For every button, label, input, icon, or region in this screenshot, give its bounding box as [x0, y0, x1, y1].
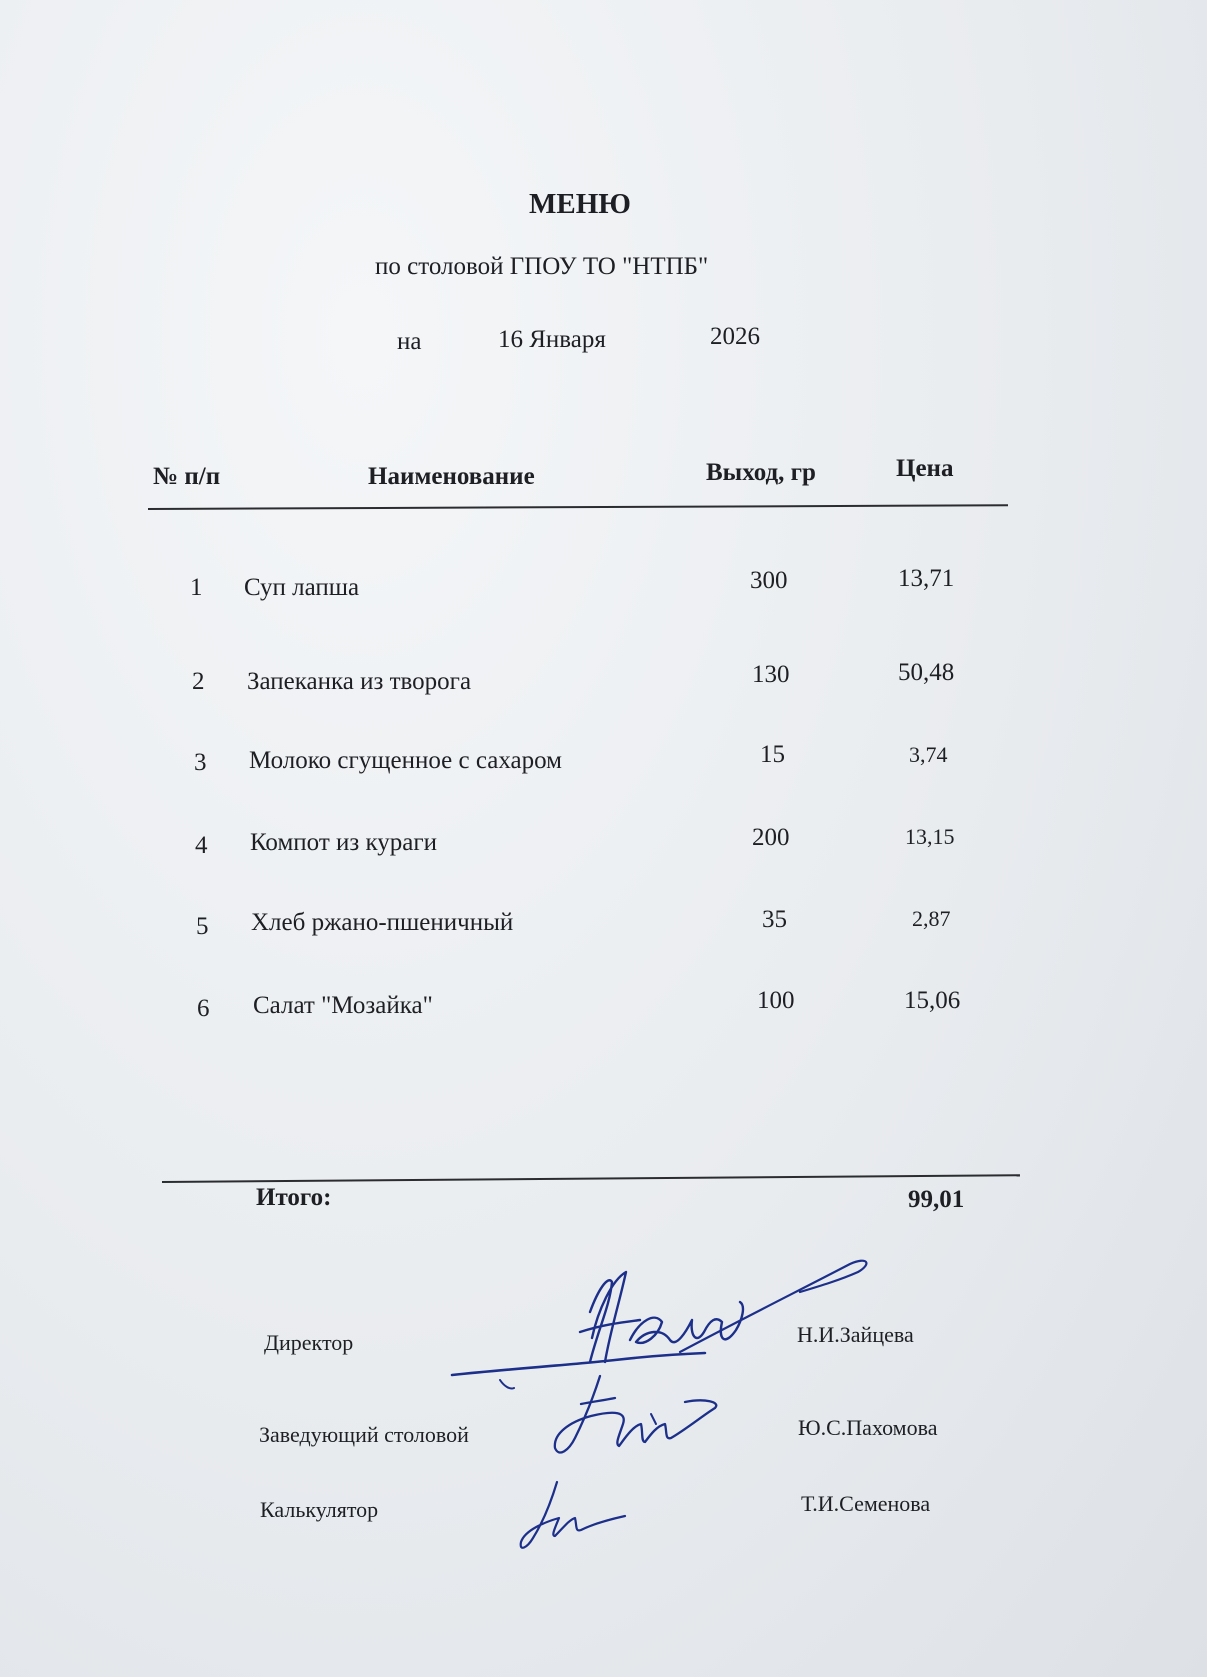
row-yield: 100: [757, 987, 795, 1014]
row-name: Компот из кураги: [250, 829, 438, 856]
row-yield: 15: [760, 741, 785, 768]
signature-role: Калькулятор: [260, 1497, 379, 1522]
canteen-head-signature-image: [545, 1368, 725, 1478]
row-price: 2,87: [912, 906, 951, 931]
signature-role: Директор: [264, 1330, 354, 1355]
row-name: Хлеб ржано-пшеничный: [251, 909, 514, 936]
signature-name: Ю.С.Пахомова: [798, 1415, 938, 1440]
header-name: Наименование: [368, 463, 535, 490]
signature-role: Заведующий столовой: [259, 1422, 469, 1447]
header-yield: Выход, гр: [706, 459, 816, 486]
row-yield: 200: [752, 824, 790, 851]
row-name: Запеканка из творога: [247, 668, 472, 695]
total-label: Итого:: [256, 1184, 332, 1211]
row-price: 3,74: [909, 742, 948, 767]
total-divider: [162, 1174, 1020, 1183]
row-yield: 35: [762, 906, 787, 933]
document-title: МЕНЮ: [529, 188, 631, 220]
date-year: 2026: [710, 323, 760, 350]
row-price: 15,06: [904, 987, 961, 1014]
header-number: № п/п: [153, 463, 221, 490]
row-number: 4: [195, 832, 208, 859]
row-number: 2: [192, 668, 205, 695]
signature-name: Н.И.Зайцева: [797, 1322, 914, 1347]
row-name: Молоко сгущенное с сахаром: [249, 747, 562, 774]
row-price: 13,71: [898, 565, 955, 592]
row-yield: 300: [750, 567, 788, 594]
calculator-signature-image: [515, 1478, 635, 1558]
document-subtitle: по столовой ГПОУ ТО "НТПБ": [375, 253, 709, 280]
row-price: 13,15: [905, 824, 955, 849]
header-price: Цена: [896, 455, 954, 482]
row-number: 3: [194, 749, 207, 776]
total-value: 99,01: [908, 1186, 965, 1213]
row-name: Салат "Мозайка": [253, 992, 433, 1019]
row-number: 6: [197, 995, 210, 1022]
row-name: Суп лапша: [244, 574, 360, 601]
header-divider: [148, 504, 1008, 510]
row-price: 50,48: [898, 659, 955, 686]
row-yield: 130: [752, 661, 790, 688]
date-prefix: на: [397, 328, 422, 355]
row-number: 1: [190, 574, 203, 601]
date-day: 16 Января: [498, 326, 606, 353]
row-number: 5: [196, 913, 209, 940]
signature-name: Т.И.Семенова: [801, 1491, 931, 1516]
